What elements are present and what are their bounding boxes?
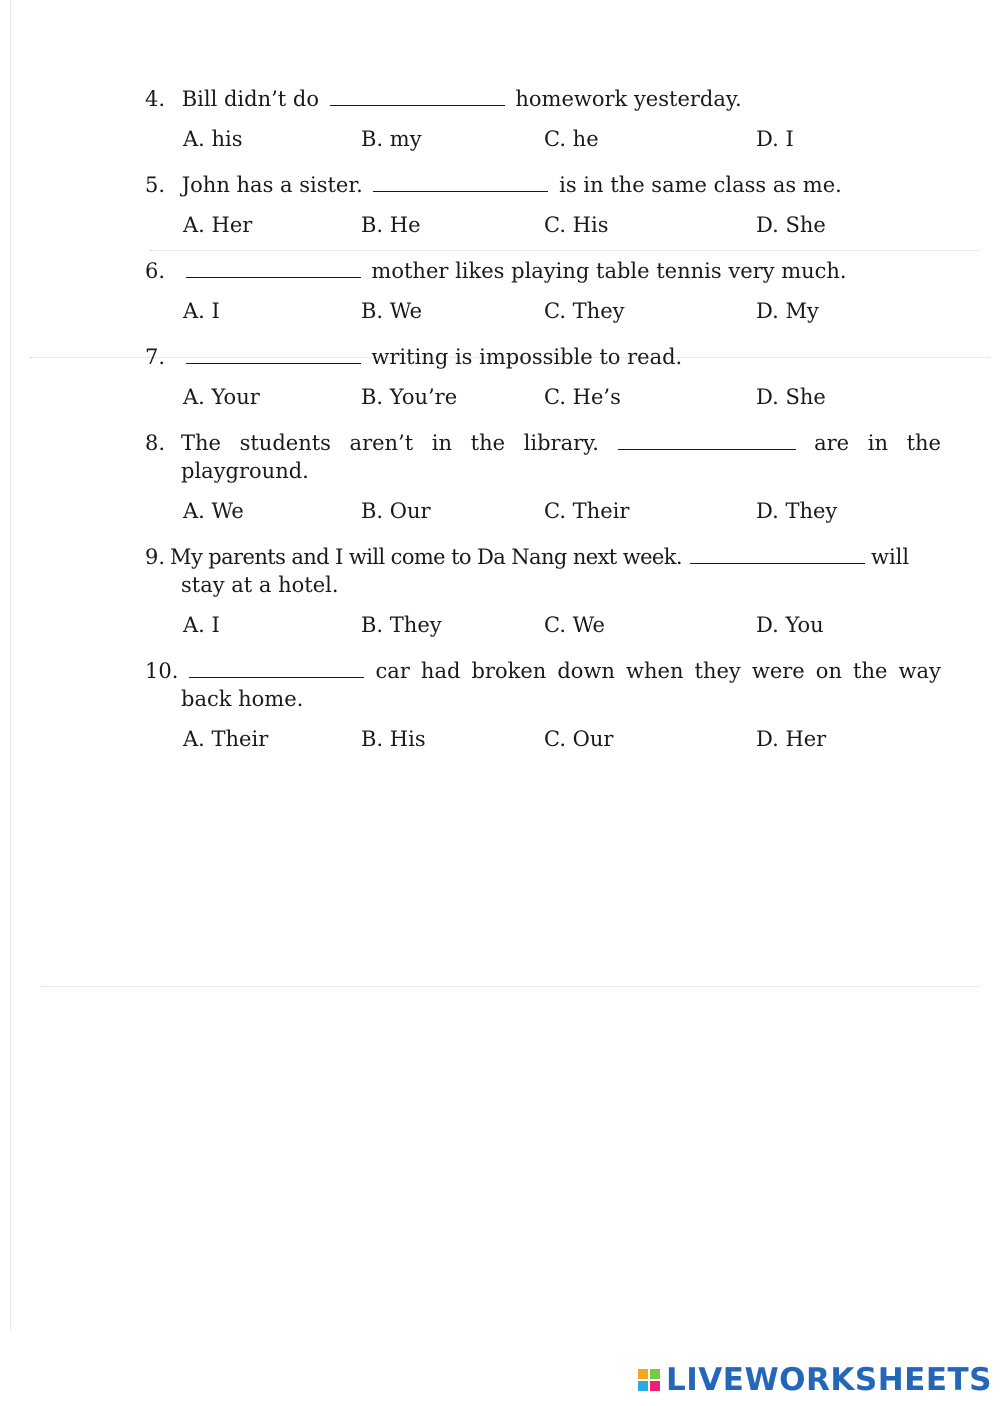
option-c[interactable]: C. He’s: [544, 385, 621, 409]
option-a[interactable]: A. I: [183, 613, 220, 637]
scan-edge-line: [10, 0, 11, 1330]
option-d[interactable]: D. You: [756, 613, 824, 637]
question-word: The: [181, 431, 221, 455]
question-text: writing is impossible to read.: [371, 345, 683, 369]
option-c[interactable]: C. Our: [544, 727, 614, 751]
question-text: stay at a hotel.: [181, 573, 339, 597]
question-word: had: [420, 659, 461, 683]
question-word: were: [751, 659, 805, 683]
question-text: back home.: [181, 687, 304, 711]
question-word: the: [906, 431, 941, 455]
question-word: way: [898, 659, 941, 683]
question-number: 6.: [145, 259, 166, 283]
answer-blank[interactable]: [690, 543, 865, 564]
option-a[interactable]: A. his: [183, 127, 243, 151]
question-word: the: [470, 431, 506, 455]
option-d[interactable]: D. She: [756, 213, 826, 237]
answer-blank[interactable]: [186, 257, 361, 278]
question-9-line-1: [145, 543, 941, 571]
answer-blank[interactable]: [373, 171, 548, 192]
option-c[interactable]: C. We: [544, 613, 605, 637]
question-word: the: [853, 659, 888, 683]
option-a[interactable]: A. Her: [183, 213, 253, 237]
option-c[interactable]: C. Their: [544, 499, 630, 523]
question-text: Bill didn’t do: [181, 87, 319, 111]
option-a[interactable]: A. I: [183, 299, 220, 323]
question-number: 9.: [145, 545, 166, 569]
question-word: broken: [471, 659, 547, 683]
logo-square: [638, 1381, 648, 1391]
answer-blank[interactable]: [186, 343, 361, 364]
question-number: 8.: [145, 431, 166, 455]
option-c[interactable]: C. His: [544, 213, 609, 237]
option-b[interactable]: B. He: [361, 213, 421, 237]
question-text: is in the same class as me.: [559, 173, 842, 197]
option-d[interactable]: D. My: [756, 299, 819, 323]
question-text: homework yesterday.: [515, 87, 742, 111]
logo-square: [650, 1369, 660, 1379]
question-word: when: [626, 659, 684, 683]
question-word: are: [814, 431, 850, 455]
option-b[interactable]: B. You’re: [361, 385, 458, 409]
question-7-stem: [145, 343, 682, 371]
question-number: 5.: [145, 173, 166, 197]
option-d[interactable]: D. I: [756, 127, 794, 151]
question-6-stem: [145, 257, 847, 285]
brand-name: LIVEWORKSHEETS: [666, 1362, 992, 1398]
question-word: in: [867, 431, 888, 455]
question-number: 10.: [145, 659, 179, 683]
question-text: My parents and I will come to Da Nang next week.: [170, 545, 682, 569]
question-text: will: [870, 545, 910, 569]
option-c[interactable]: C. They: [544, 299, 625, 323]
liveworksheets-brand[interactable]: [638, 1362, 992, 1398]
option-b[interactable]: B. His: [361, 727, 426, 751]
question-5-stem: [145, 171, 842, 199]
option-b[interactable]: B. Our: [361, 499, 431, 523]
option-d[interactable]: D. Her: [756, 727, 827, 751]
question-word: library.: [523, 431, 599, 455]
answer-blank[interactable]: [618, 429, 796, 450]
option-d[interactable]: D. She: [756, 385, 826, 409]
question-text: John has a sister.: [181, 173, 363, 197]
question-word: students: [239, 431, 331, 455]
scan-artifact-line: [150, 250, 980, 252]
question-text: playground.: [181, 459, 309, 483]
question-number: 4.: [145, 87, 166, 111]
question-word: they: [694, 659, 741, 683]
option-a[interactable]: A. We: [183, 499, 244, 523]
scan-artifact-line: [40, 986, 980, 988]
question-text: mother likes playing table tennis very much.: [371, 259, 847, 283]
option-d[interactable]: D. They: [756, 499, 838, 523]
question-number: 7.: [145, 345, 166, 369]
option-b[interactable]: B. They: [361, 613, 442, 637]
logo-square: [638, 1369, 648, 1379]
option-a[interactable]: A. Your: [183, 385, 260, 409]
answer-blank[interactable]: [330, 85, 505, 106]
answer-blank[interactable]: [189, 657, 364, 678]
option-c[interactable]: C. he: [544, 127, 599, 151]
question-word: down: [557, 659, 615, 683]
option-b[interactable]: B. my: [361, 127, 422, 151]
question-word: car: [375, 659, 410, 683]
question-8-line-1: [181, 429, 941, 457]
question-10-line-1: [145, 657, 941, 685]
option-b[interactable]: B. We: [361, 299, 423, 323]
question-word: on: [815, 659, 842, 683]
question-word: aren’t: [349, 431, 414, 455]
question-word: in: [431, 431, 453, 455]
liveworksheets-logo-icon: [638, 1369, 660, 1391]
logo-square: [650, 1381, 660, 1391]
option-a[interactable]: A. Their: [183, 727, 269, 751]
question-4-stem: [145, 85, 742, 113]
